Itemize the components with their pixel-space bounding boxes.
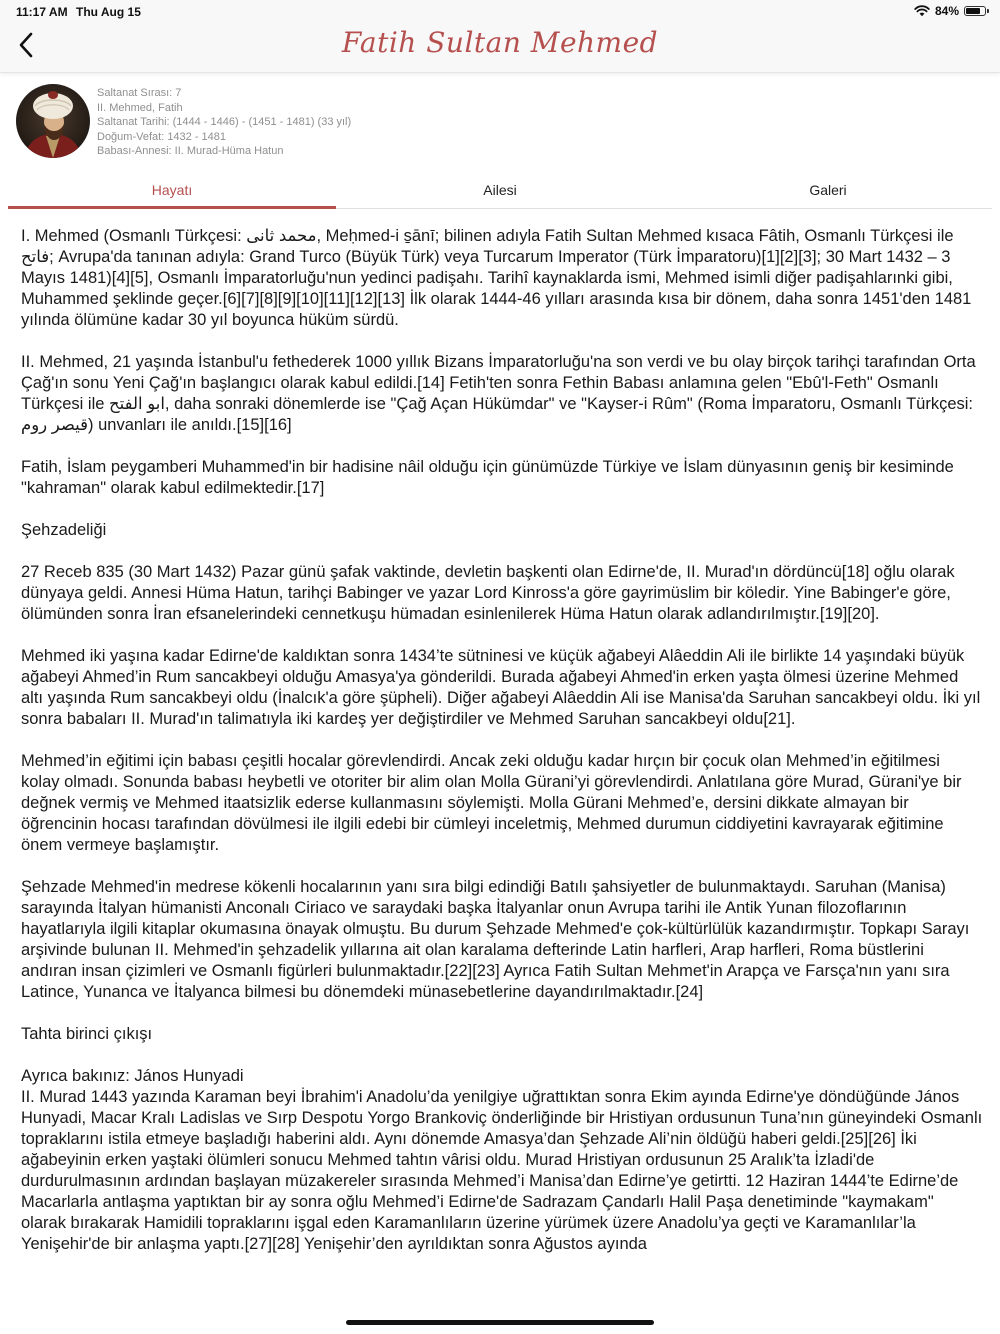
paragraph: Fatih, İslam peygamberi Muhammed'in bir hadisine nâil olduğu için günümüzde Türkiye ve İslam dünyasının geniş bir kesiminde "kahraman" olarak kabul edilmektedir.[17]	[21, 458, 954, 497]
birth-death: Doğum-Vefat: 1432 - 1481	[97, 130, 227, 143]
paragraph: Şehzade Mehmed'in medrese kökenli hocalarının yanı sıra bilgi edindiği Batılı şahsiyetler de bulunmaktaydı. Saruhan (Manisa) sarayında İtalyan hümanisti Anconalı Ciriaco ve saraydaki başka İtalyanlar onun Avrupa tarihi ile Antik Yunan filozoflarının hayatlarıyla ilgili kitaplar okumasına önayak olmuştu. Bu durum Şehzade Mehmed'e çok-kültürlülük kazandırmıştır. Topkapı Sarayı arşivinde bulunan II. Mehmed'in şehzadelik yıllarına ait olan karalama defterinde Latin harfleri, Arap harfleri, Roma büstlerini andıran insan çizimleri ve Osmanlı figürleri bulunmaktadır.[22][23] Ayrıca Fatih Sultan Mehmet'in Arapça ve Farsça'nın yanı sıra Latince, Yunanca ve İtalyanca bilmesi bu dönemdeki münasebetlerine dayandırılmaktadır.[24]	[21, 878, 970, 1001]
paragraph: Mehmed iki yaşına kadar Edirne'de kaldıktan sonra 1434’te sütninesi ve küçük ağabeyi Alâeddin Ali ile birlikte 14 yaşındaki büyük ağabeyi Ahmed’in Rum sancakbeyi olduğu Amasya'ya gönderildi. Burada ağabeyi Ahmed'in erken yaşta ölmesi üzerine Mehmed altı yaşında Rum sancakbeyi oldu (İnalcık'a göre şüpheli). Diğer ağabeyi Alâeddin Ali ise Manisa'da Saruhan sancakbeyi oldu. İki yıl sonra babaları II. Murad'ın talimatıyla iki kardeş yer değiştirdiler ve Mehmed Saruhan sancakbeyi oldu[21].	[21, 647, 981, 728]
see-also-note: Ayrıca bakınız: János Hunyadi	[21, 1067, 244, 1085]
portrait-image	[16, 84, 90, 158]
tab-ailesi[interactable]: Ailesi	[483, 182, 517, 198]
wifi-icon	[914, 5, 930, 17]
sultan-profile	[16, 84, 976, 160]
back-button[interactable]	[8, 28, 44, 66]
tab-galeri[interactable]: Galeri	[809, 182, 847, 198]
chevron-left-icon	[18, 32, 34, 63]
paragraph: I. Mehmed (Osmanlı Türkçesi: محمد ثانى, Meḥmed-i s̱ānī; bilinen adıyla Fatih Sultan Mehmed kısaca Fâtih, Osmanlı Türkçesi ile فاتح; Avrupa'da tanınan adıyla: Grand Turco (Büyük Türk) veya Turcarum Imperator (Türk İmparatoru)[1][2][3]; 30 Mart 1432 – 3 Mayıs 1481)[4][5], Osmanlı İmparatorluğu'nun yedinci padişahı. Tarihî kaynaklarda ismi, Mehmed isimli diğer padişahlarınki gibi, Muhammed şeklinde geçer.[6][7][8][9][10][11][12][13] İlk olarak 1444-46 yılları arasında kısa bir dönem, daha sonra 1451'den 1481 yılında ölümüne kadar 30 yıl boyunca hüküm sürdü.	[21, 227, 972, 329]
paragraph: Mehmed’in eğitimi için babası çeşitli hocalar görevlendirdi. Ancak zeki olduğu kadar hırçın bir çocuk olan Mehmed’in eğitilmesi kolay olmadı. Sonunda babası heybetli ve otoriter bir alim olan Molla Gürani’yi görevlendirdi. Anlatılana göre Murad, Gürani'ye bir değnek vermiş ve Mehmed itaatsizlik ederse kullanmasını söylemişti. Molla Gürani Mehmed’e, dersini dikkate almayan bir öğrencinin hocası tarafından dövülmesi ile ilgili edebi bir cümleyi inceletmiş, Mehmed durumun ciddiyetini kavrayarak eğitimine önem vermeye başlamıştır.	[21, 752, 962, 854]
tab-hayati[interactable]: Hayatı	[8, 174, 336, 208]
section-heading: Şehzadeliği	[21, 521, 107, 539]
avatar	[16, 84, 90, 158]
paragraph: II. Mehmed, 21 yaşında İstanbul'u fethederek 1000 yıllık Bizans İmparatorluğu'na son verdi ve bu olay birçok tarihçi tarafından Orta Çağ'ın sonu Yeni Çağ'ın başlangıcı olarak kabul edildi.[14] Fetih'ten sonra Fethin Babası anlamına gelen "Ebû'l-Feth" Osmanlı Türkçesi ile ابو الفتح, daha sonraki dönemlerde ise "Çağ Açan Hükümdar" ve "Kayser-i Rûm" (Roma İmparatoru, Osmanlı Türkçesi: قيصر روم) unvanları ile anıldı.[15][16]	[21, 353, 976, 434]
paragraph: 27 Receb 835 (30 Mart 1432) Pazar günü şafak vaktinde, devletin başkenti olan Edirne'de, II. Murad'ın dördüncü[18] oğlu olarak dünyaya geldi. Annesi Hüma Hatun, tarihçi Babinger ve yazar Lord Kinross'a göre gayrimüslim bir köledir. Yine Babinger'e göre, ölümünden sonra İran efsanelerindeki cennetkuşu hümadan esinlenilerek Hüma Hatun olarak adlandırılmıştır.[19][20].	[21, 563, 955, 623]
battery-level	[966, 8, 980, 14]
biography-text[interactable]	[21, 226, 983, 1308]
battery-percent: 84%	[934, 4, 959, 18]
home-indicator[interactable]	[346, 1320, 654, 1325]
parents: Babası-Annesi: II. Murad-Hüma Hatun	[97, 145, 284, 158]
status-date: Thu Aug 15	[76, 5, 141, 19]
profile-details	[97, 86, 351, 159]
paragraph: II. Murad 1443 yazında Karaman beyi İbrahim'i Anadolu’da yenilgiye uğrattıktan sonra Ekim ayında Edirne'ye döndüğünde János Hunyadi, Macar Kralı Ladislas ve Sırp Despotu Yorgo Brankoviç önderliğinde bir Hristiyan ordusunun Tuna’nın güneyindeki Osmanlı topraklarını istila etmeye başladığı haberini aldı. Aynı dönemde Amasya’dan Şehzade Ali’nin öldüğü haberi geldi.[25][26] İki ağabeyinin erken yaştaki ölümleri sonucu Mehmed tahtın vârisi oldu. Murad Hristiyan ordusunun 25 Aralık’ta İzladi'de durdurulmasının ardından başlayan müzakereler sırasında Mehmed’i Manisa’dan Edirne’ye getirtti. 12 Haziran 1444’te Edirne’de Macarlarla antlaşma yaptıktan bir ay sonra oğlu Mehmed’i Edirne'de Sadrazam Çandarlı Halil Paşa denetiminde "kaymakam" olarak bırakarak Hamidili topraklarını işgal eden Karamanlıların üzerine yürümek üzere Anadolu’ya geçti ve Karamanlılar’la Yenişehir'de bir anlaşma yaptı.[27][28] Yenişehir’den ayrıldıktan sonra Ağustos ayında	[21, 1088, 983, 1253]
status-indicators	[914, 4, 986, 18]
sultan-name: II. Mehmed, Fatih	[97, 101, 183, 114]
battery-icon	[964, 6, 986, 16]
reign-dates: Saltanat Tarihi: (1444 - 1446) - (1451 - 1481) (33 yıl)	[97, 116, 352, 129]
navigation-bar	[0, 0, 1000, 73]
section-heading: Tahta birinci çıkışı	[21, 1025, 153, 1043]
page-title: Fatih Sultan Mehmed	[341, 26, 659, 59]
status-time: 11:17 AM	[16, 5, 68, 19]
reign-order: Saltanat Sırası: 7	[97, 87, 182, 99]
segment-tabs	[8, 174, 992, 209]
